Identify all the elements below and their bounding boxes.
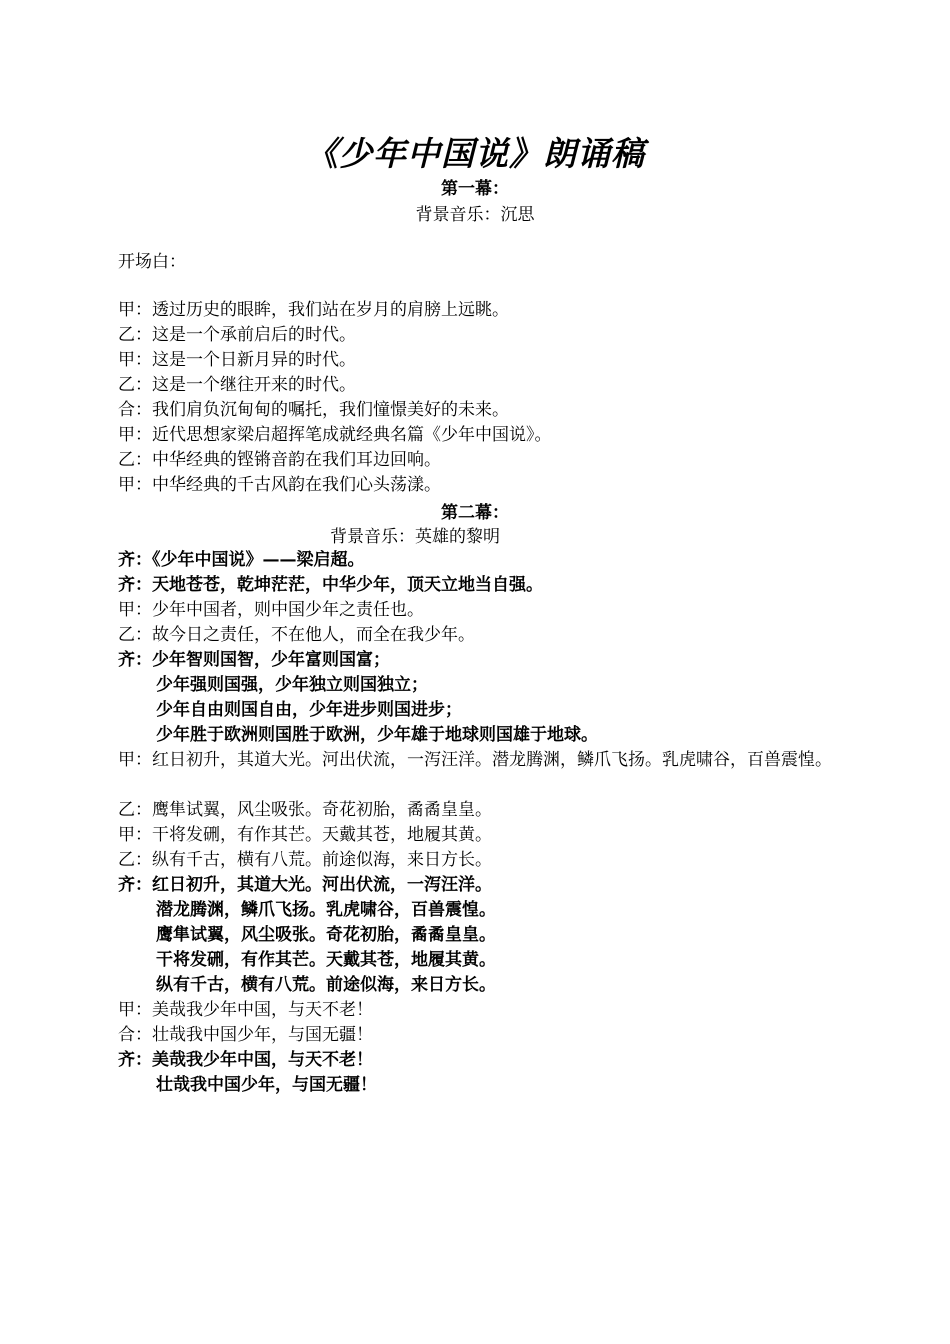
act2-line: 甲：少年中国者，则中国少年之责任也。: [118, 600, 424, 620]
act2-line: 壮哉我中国少年，与国无疆！: [156, 1075, 377, 1095]
act1-line: 乙：中华经典的铿锵音韵在我们耳边回响。: [118, 450, 441, 470]
act2-line: 齐：红日初升，其道大光。河出伏流，一泻汪洋。: [118, 875, 492, 895]
act2-line: 少年自由则国自由，少年进步则国进步；: [156, 700, 462, 720]
act2-line: 干将发硎，有作其芒。天戴其苍，地履其黄。: [156, 950, 496, 970]
act2-line: 乙：故今日之责任，不在他人，而全在我少年。: [118, 625, 475, 645]
act1-line: 甲：中华经典的千古风韵在我们心头荡漾。: [118, 475, 441, 495]
act2-line: 鹰隼试翼，风尘吸张。奇花初胎，矞矞皇皇。: [156, 925, 496, 945]
act2-line: 齐：天地苍苍，乾坤茫茫，中华少年，顶天立地当自强。: [118, 575, 543, 595]
act2-line: 合：壮哉我中国少年，与国无疆！: [118, 1025, 373, 1045]
act1-line: 乙：这是一个承前启后的时代。: [118, 325, 356, 345]
act2-line: 齐：少年智则国智，少年富则国富；: [118, 650, 390, 670]
act1-heading: 第一幕：: [441, 179, 509, 199]
act2-line: 齐：《少年中国说》——梁启超。: [118, 550, 365, 570]
act1-music: 背景音乐：沉思: [415, 205, 535, 225]
act2-line: 少年胜于欧洲则国胜于欧洲，少年雄于地球则国雄于地球。: [156, 725, 598, 745]
act2-line: 纵有千古，横有八荒。前途似海，来日方长。: [156, 975, 496, 995]
act1-line: 甲：这是一个日新月异的时代。: [118, 350, 356, 370]
act2-line: 乙：纵有千古，横有八荒。前途似海，来日方长。: [118, 850, 492, 870]
act2-music: 背景音乐：英雄的黎明: [330, 527, 500, 547]
act2-heading: 第二幕：: [441, 503, 509, 523]
act1-line: 甲：近代思想家梁启超挥笔成就经典名篇《少年中国说》。: [118, 425, 552, 445]
act2-line: 乙：鹰隼试翼，风尘吸张。奇花初胎，矞矞皇皇。: [118, 800, 492, 820]
act1-line: 甲：透过历史的眼眸，我们站在岁月的肩膀上远眺。: [118, 300, 509, 320]
act2-line: 潜龙腾渊，鳞爪飞扬。乳虎啸谷，百兽震惶。: [156, 900, 496, 920]
document-title: 《少年中国说》朗诵稿: [305, 134, 645, 173]
act2-line: 少年强则国强，少年独立则国独立；: [156, 675, 428, 695]
act2-line: 甲：干将发硎，有作其芒。天戴其苍，地履其黄。: [118, 825, 492, 845]
act1-line: 乙：这是一个继往开来的时代。: [118, 375, 356, 395]
act1-line: 合：我们肩负沉甸甸的嘱托，我们憧憬美好的未来。: [118, 400, 509, 420]
act2-line: 齐：美哉我少年中国，与天不老！: [118, 1050, 373, 1070]
act2-line: 甲：美哉我少年中国，与天不老！: [118, 1000, 373, 1020]
act2-line: 甲：红日初升，其道大光。河出伏流，一泻汪洋。潜龙腾渊，鳞爪飞扬。乳虎啸谷，百兽震惶。: [118, 750, 832, 770]
opening-label: 开场白：: [118, 252, 186, 272]
